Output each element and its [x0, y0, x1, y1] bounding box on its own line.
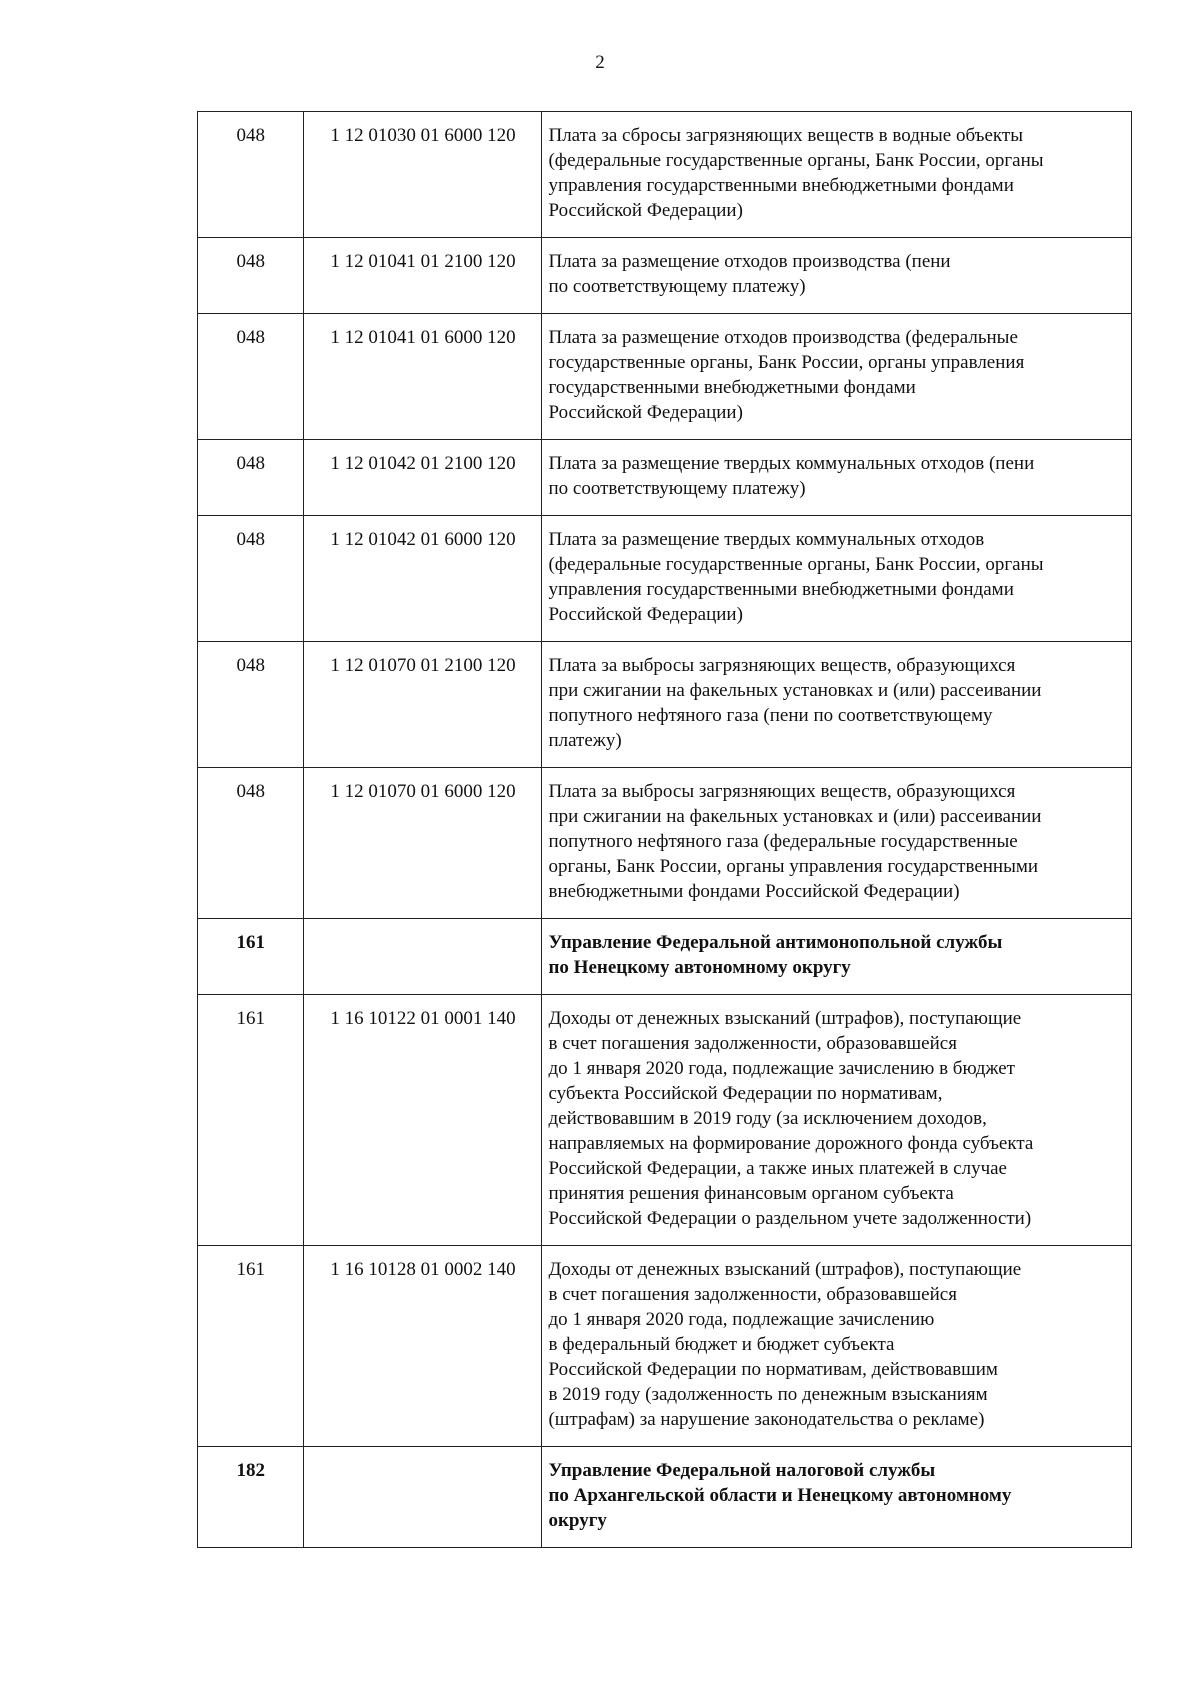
income-code-cell: 1 16 10128 01 0002 140: [304, 1246, 542, 1447]
income-code-cell: [304, 919, 542, 995]
income-name-line: при сжигании на факельных установках и (или) рассеивании: [548, 680, 1042, 701]
income-name-cell: [542, 516, 1132, 642]
income-name-line: попутного нефтяного газа (федеральные государственные: [548, 831, 1018, 852]
income-name-line: (федеральные государственные органы, Банк России, органы: [548, 150, 1044, 171]
income-name-line: в федеральный бюджет и бюджет субъекта: [548, 1334, 895, 1355]
table-row: [198, 642, 1132, 768]
table-body: [198, 112, 1132, 1548]
income-name-line: до 1 января 2020 года, подлежащие зачислению: [548, 1309, 935, 1330]
table-row: [198, 440, 1132, 516]
income-name-line: Российской Федерации, а также иных платежей в случае: [548, 1158, 1007, 1179]
income-name-line: Плата за размещение отходов производства (пени: [548, 251, 951, 272]
income-name-line: Доходы от денежных взысканий (штрафов), поступающие: [548, 1008, 1022, 1029]
table-row: [198, 516, 1132, 642]
administrator-code-cell: 048: [198, 516, 304, 642]
table-row-administrator-heading: [198, 1447, 1132, 1548]
income-name-cell: [542, 995, 1132, 1246]
income-name-line: Управление Федеральной антимонопольной службы: [548, 932, 1003, 953]
income-name-line: по соответствующему платежу): [548, 478, 806, 499]
administrator-code-cell: 048: [198, 642, 304, 768]
income-name-line: Российской Федерации): [548, 200, 743, 221]
income-code-cell: 1 12 01070 01 2100 120: [304, 642, 542, 768]
income-name-line: Российской Федерации о раздельном учете задолженности): [548, 1208, 1032, 1229]
income-name-line: государственными внебюджетными фондами: [548, 377, 916, 398]
income-name-line: внебюджетными фондами Российской Федерации): [548, 881, 960, 902]
administrator-code-cell: 161: [198, 995, 304, 1246]
income-name-line: (федеральные государственные органы, Банк России, органы: [548, 554, 1044, 575]
income-code-cell: 1 16 10122 01 0001 140: [304, 995, 542, 1246]
income-name-cell: [542, 1246, 1132, 1447]
table-row: [198, 314, 1132, 440]
income-name-line: Российской Федерации): [548, 402, 743, 423]
income-name-line: государственные органы, Банк России, органы управления: [548, 352, 1025, 373]
table-row: [198, 768, 1132, 919]
income-name-line: Плата за размещение твердых коммунальных отходов: [548, 529, 985, 550]
income-name-line: по Ненецкому автономному округу: [548, 957, 851, 978]
income-code-cell: 1 12 01042 01 2100 120: [304, 440, 542, 516]
administrator-code-cell: 161: [198, 919, 304, 995]
income-name-cell: [542, 919, 1132, 995]
income-name-line: Плата за сбросы загрязняющих веществ в водные объекты: [548, 125, 1023, 146]
income-name-line: попутного нефтяного газа (пени по соответствующему: [548, 705, 993, 726]
administrator-code-cell: 048: [198, 440, 304, 516]
income-name-line: (штрафам) за нарушение законодательства о рекламе): [548, 1409, 985, 1430]
income-code-cell: [304, 1447, 542, 1548]
administrator-code-cell: 182: [198, 1447, 304, 1548]
income-name-line: субъекта Российской Федерации по нормативам,: [548, 1083, 943, 1104]
income-name-line: Российской Федерации): [548, 604, 743, 625]
income-name-line: в счет погашения задолженности, образовавшейся: [548, 1033, 957, 1054]
income-name-line: управления государственными внебюджетными фондами: [548, 175, 1014, 196]
administrator-code-cell: 048: [198, 314, 304, 440]
administrator-code-cell: 048: [198, 112, 304, 238]
income-code-cell: 1 12 01041 01 6000 120: [304, 314, 542, 440]
income-name-line: до 1 января 2020 года, подлежащие зачислению в бюджет: [548, 1058, 1015, 1079]
income-name-line: Плата за выбросы загрязняющих веществ, образующихся: [548, 655, 1016, 676]
income-code-cell: 1 12 01070 01 6000 120: [304, 768, 542, 919]
income-name-line: по соответствующему платежу): [548, 276, 806, 297]
administrator-code-cell: 048: [198, 768, 304, 919]
income-name-line: принятия решения финансовым органом субъекта: [548, 1183, 954, 1204]
table-row: [198, 995, 1132, 1246]
income-name-line: Плата за выбросы загрязняющих веществ, образующихся: [548, 781, 1016, 802]
income-name-cell: [542, 642, 1132, 768]
budget-classification-table: [197, 111, 1132, 1548]
administrator-code-cell: 048: [198, 238, 304, 314]
income-name-line: Российской Федерации по нормативам, действовавшим: [548, 1359, 998, 1380]
table-row: [198, 112, 1132, 238]
income-name-cell: [542, 238, 1132, 314]
income-name-line: Доходы от денежных взысканий (штрафов), поступающие: [548, 1259, 1022, 1280]
table-row: [198, 238, 1132, 314]
income-name-line: при сжигании на факельных установках и (или) рассеивании: [548, 806, 1042, 827]
administrator-code-cell: 161: [198, 1246, 304, 1447]
income-name-cell: [542, 314, 1132, 440]
income-name-line: в счет погашения задолженности, образовавшейся: [548, 1284, 957, 1305]
page-number: 2: [595, 52, 605, 73]
income-name-line: в 2019 году (задолженность по денежным взысканиям: [548, 1384, 988, 1405]
income-name-line: Плата за размещение отходов производства (федеральные: [548, 327, 1018, 348]
income-name-cell: [542, 112, 1132, 238]
income-name-line: действовавшим в 2019 году (за исключением доходов,: [548, 1108, 987, 1129]
income-name-line: округу: [548, 1510, 607, 1531]
income-name-line: Плата за размещение твердых коммунальных отходов (пени: [548, 453, 1035, 474]
income-code-cell: 1 12 01041 01 2100 120: [304, 238, 542, 314]
income-name-cell: [542, 440, 1132, 516]
income-code-cell: 1 12 01042 01 6000 120: [304, 516, 542, 642]
income-name-line: платежу): [548, 730, 622, 751]
table-row: [198, 1246, 1132, 1447]
income-name-line: органы, Банк России, органы управления государственными: [548, 856, 1039, 877]
income-name-line: направляемых на формирование дорожного фонда субъекта: [548, 1133, 1034, 1154]
income-name-cell: [542, 1447, 1132, 1548]
income-name-cell: [542, 768, 1132, 919]
income-name-line: управления государственными внебюджетными фондами: [548, 579, 1014, 600]
income-name-line: по Архангельской области и Ненецкому автономному: [548, 1485, 1012, 1506]
income-code-cell: 1 12 01030 01 6000 120: [304, 112, 542, 238]
table-row-administrator-heading: [198, 919, 1132, 995]
income-name-line: Управление Федеральной налоговой службы: [548, 1460, 936, 1481]
